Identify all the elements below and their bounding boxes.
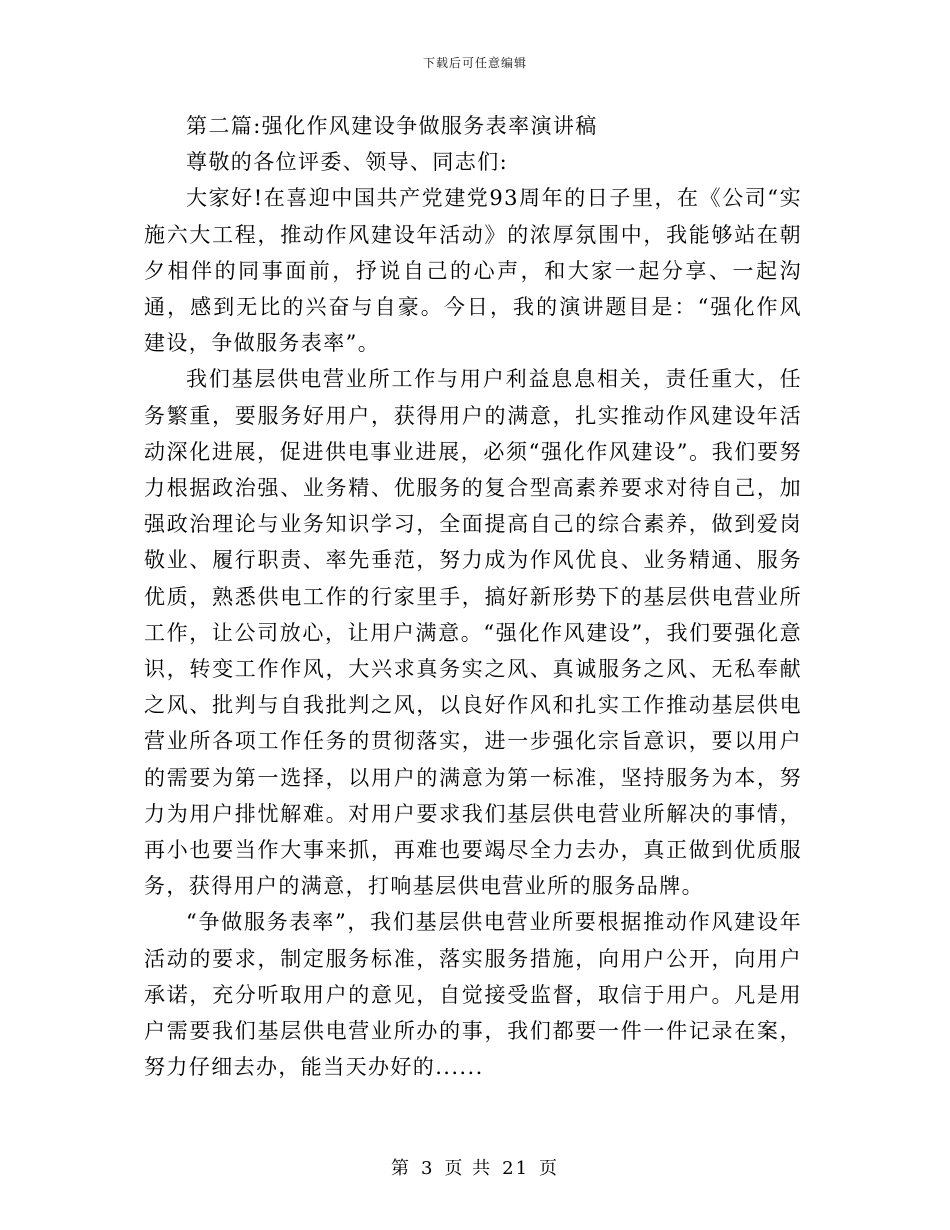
footer-prefix: 第 (390, 1158, 411, 1179)
footer-suffix: 页 (539, 1158, 560, 1179)
paragraph-2: 我们基层供电营业所工作与用户利益息息相关，责任重大，任务繁重，要服务好用户，获得用户的满意，扎实推动作风建设年活动深化进展，促进供电事业进展，必须“强化作风建设”。我们要努力根据政治强、业务精、优服务的复合型高素养要求对待自己，加强政治理论与业务知识学习，全面提高自己的综合素养，做到爱岗敬业、履行职责、率先垂范，努力成为作风优良、业务精通、服务优质，熟悉供电工作的行家里手，搞好新形势下的基层供电营业所工作，让公司放心，让用户满意。“强化作风建设”，我们要强化意识，转变工作作风，大兴求真务实之风、真诚服务之风、无私奉献之风、批判与自我批判之风，以良好作风和扎实工作推动基层供电营业所各项工作任务的贯彻落实，进一步强化宗旨意识，要以用户的需要为第一选择，以用户的满意为第一标准，坚持服务为本，努力为用户排忧解难。对用户要求我们基层供电营业所解决的事情，再小也要当作大事来抓，再难也要竭尽全力去办，真正做到优质服务，获得用户的满意，打响基层供电营业所的服务品牌。 (144, 367, 802, 899)
salutation: 尊敬的各位评委、领导、同志们: (186, 150, 509, 175)
footer-current-page: 3 (420, 1158, 435, 1179)
paragraph-3: “争做服务表率”，我们基层供电营业所要根据推动作风建设年活动的要求，制定服务标准，落实服务措施，向用户公开，向用户承诺，充分听取用户的意见，自觉接受监督，取信于用户。凡是用户需要我们基层供电营业所办的事，我们都要一件一件记录在案，努力仔细去办，能当天办好的...... (144, 910, 802, 1080)
page-footer (0, 1154, 950, 1180)
footer-total-pages: 21 (502, 1158, 530, 1179)
document-body (144, 108, 802, 1085)
paragraph-1: 大家好!在喜迎中国共产党建党93周年的日子里，在《公司“实施六大工程，推动作风建设年活动》的浓厚氛围中，我能够站在朝夕相伴的同事面前，抒说自己的心声，和大家一起分享、一起沟通，感到无比的兴奋与自豪。今日，我的演讲题目是：“强化作风建设，争做服务表率”。 (144, 186, 802, 356)
footer-middle: 页 共 (444, 1158, 493, 1179)
page-header-note: 下载后可任意编辑 (422, 56, 527, 70)
document-title: 第二篇:强化作风建设争做服务表率演讲稿 (186, 114, 598, 138)
